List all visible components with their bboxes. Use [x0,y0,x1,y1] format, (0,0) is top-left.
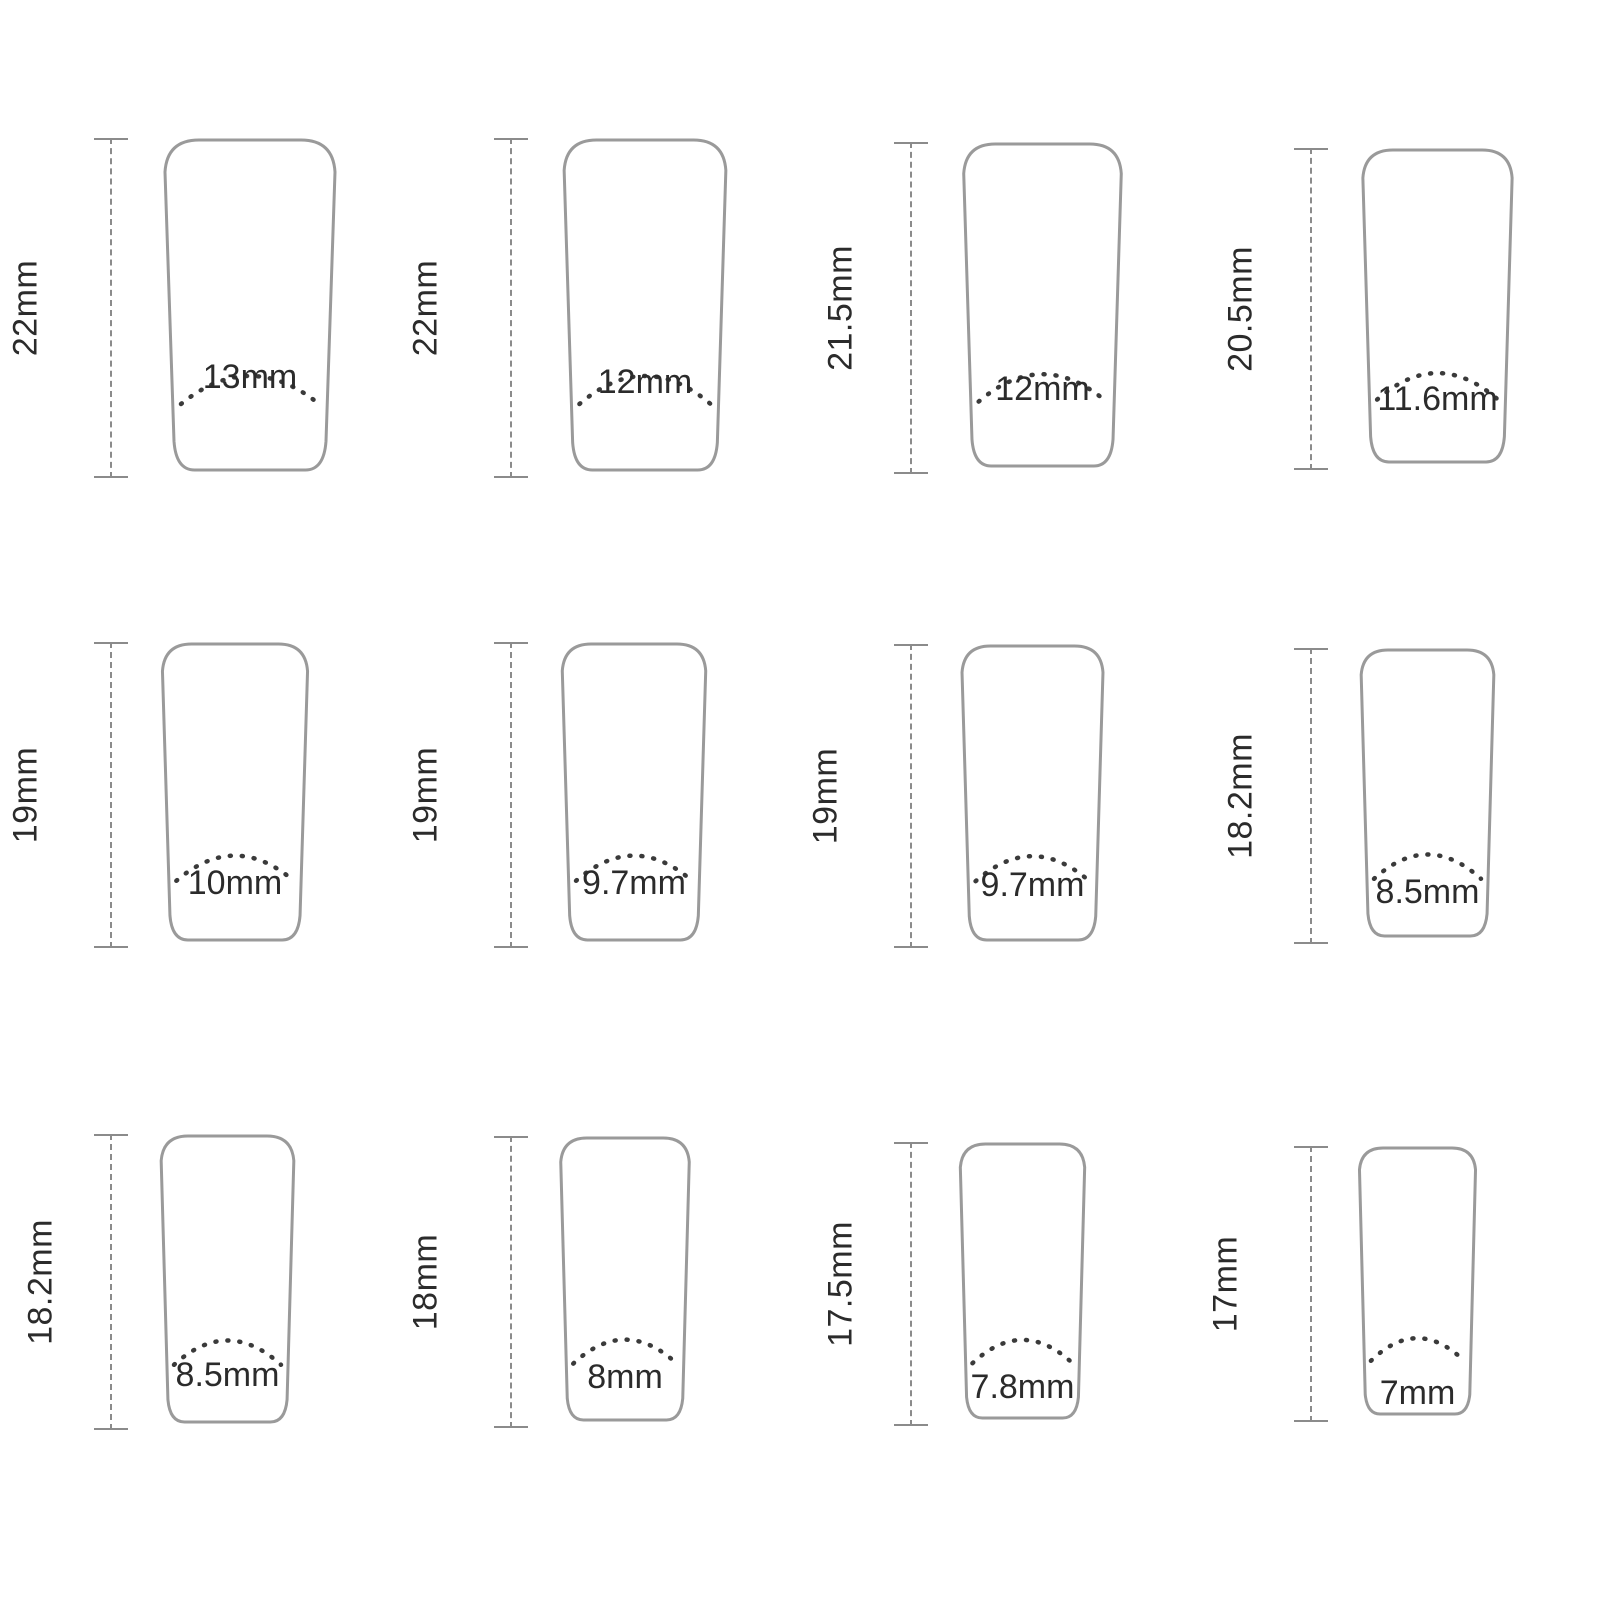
nail-height-label: 19mm [806,747,845,845]
dimension-tick-top [894,1142,928,1144]
height-label-wrap [406,138,490,478]
nail-size-cell [6,120,380,550]
nail-size-cell [820,120,1180,550]
nail-width-label: 11.6mm [1377,380,1498,418]
height-label-wrap [6,642,90,948]
dimension-tick-top [894,644,928,646]
height-dimension-bar [94,642,128,948]
dimension-tick-bottom [494,476,528,478]
dimension-line [110,138,112,478]
dimension-tick-bottom [94,946,128,948]
nail-width-label: 8.5mm [175,1356,280,1394]
height-label-wrap [406,642,490,948]
nail-size-cell [406,120,780,550]
dimension-tick-top [494,1136,528,1138]
height-label-wrap [806,644,890,948]
nail-size-cell [20,1110,380,1540]
nail-width-label: 12mm [995,370,1090,408]
dimension-tick-bottom [894,472,928,474]
dimension-tick-bottom [1294,468,1328,470]
height-label-wrap [821,1142,890,1426]
dimension-tick-bottom [1294,942,1328,944]
dimension-line [110,642,112,948]
nail-width-label: 10mm [187,864,283,902]
height-dimension-bar [1294,1146,1328,1422]
nail-width-label: 7mm [1379,1374,1456,1412]
dimension-tick-bottom [494,1426,528,1428]
height-dimension-bar [494,138,528,478]
dimension-line [510,138,512,478]
height-label-wrap [821,142,890,474]
height-label-wrap [21,1134,90,1430]
height-dimension-bar [1294,148,1328,470]
dimension-tick-top [894,142,928,144]
nail-tip-outline [940,134,1145,481]
nail-height-label: 21.5mm [821,245,860,371]
nail-width-label: 8mm [587,1358,663,1396]
nail-size-cell [1206,1110,1580,1540]
nail-height-label: 17mm [1206,1235,1245,1333]
dimension-tick-bottom [94,476,128,478]
nail-height-label: 18mm [406,1233,445,1331]
dimension-tick-top [1294,648,1328,650]
nail-height-label: 22mm [406,259,445,357]
nail-width-label: 13mm [202,358,298,396]
height-dimension-bar [894,1142,928,1426]
nail-width-label: 8.5mm [1375,873,1480,911]
height-label-wrap [6,138,90,478]
height-dimension-bar [1294,648,1328,944]
height-dimension-bar [494,1136,528,1428]
dimension-line [910,1142,912,1426]
dimension-line [910,142,912,474]
dimension-tick-top [94,642,128,644]
dimension-tick-top [494,138,528,140]
height-dimension-bar [894,644,928,948]
dimension-line [1310,148,1312,470]
nail-tip-outline [540,634,728,955]
height-dimension-bar [894,142,928,474]
height-label-wrap [1206,1146,1290,1422]
dimension-tick-top [494,642,528,644]
height-label-wrap [406,1136,490,1428]
nail-size-cell [806,620,1180,1050]
height-dimension-bar [494,642,528,948]
nail-size-cell [406,1110,780,1540]
dimension-line [510,1136,512,1428]
dimension-tick-bottom [894,946,928,948]
nail-tip-outline [140,130,360,485]
nail-size-cell [6,620,380,1050]
nail-size-cell [820,1110,1180,1540]
nail-width-label: 9.7mm [980,866,1085,904]
dimension-line [510,642,512,948]
nail-size-cell [406,620,780,1050]
nail-tip-outline [540,130,750,485]
height-label-wrap [1221,148,1290,470]
dimension-tick-bottom [894,1424,928,1426]
dimension-tick-bottom [94,1428,128,1430]
nail-height-label: 22mm [6,259,45,357]
dimension-tick-top [94,1134,128,1136]
dimension-line [1310,648,1312,944]
dimension-tick-top [1294,1146,1328,1148]
nail-size-cell [1220,620,1580,1050]
nail-tip-outline [1340,140,1535,477]
nail-height-label: 19mm [6,746,45,844]
height-label-wrap [1221,648,1290,944]
nail-width-label: 9.7mm [582,864,686,902]
nail-height-label: 19mm [406,746,445,844]
nail-height-label: 18.2mm [1221,733,1260,859]
dimension-tick-bottom [494,946,528,948]
nail-width-label: 7.8mm [970,1368,1075,1406]
dimension-tick-top [94,138,128,140]
nail-size-cell [1220,120,1580,550]
nail-height-label: 20.5mm [1221,246,1260,372]
dimension-tick-top [1294,148,1328,150]
dimension-line [1310,1146,1312,1422]
nail-tip-outline [940,636,1125,955]
height-dimension-bar [94,138,128,478]
nail-height-label: 17.5mm [821,1221,860,1347]
nail-height-label: 18.2mm [21,1219,60,1345]
dimension-line [910,644,912,948]
nail-tip-outline [140,634,330,955]
dimension-line [110,1134,112,1430]
nail-width-label: 12mm [597,363,693,401]
dimension-tick-bottom [1294,1420,1328,1422]
height-dimension-bar [94,1134,128,1430]
